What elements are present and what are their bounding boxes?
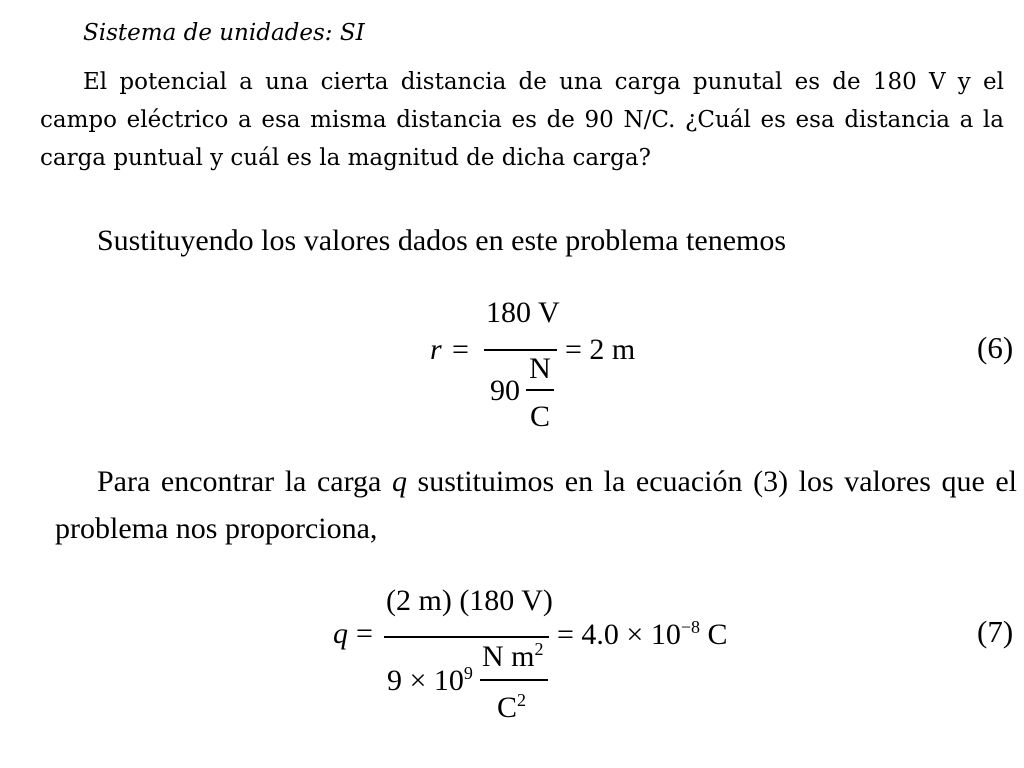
solution-intro: Sustituyendo los valores dados en este problema tenemos — [97, 224, 787, 257]
eq6-lhs-variable: r — [430, 333, 442, 366]
solution-paragraph-2 — [55, 458, 1017, 552]
para2-text-before: Para encontrar la carga — [97, 465, 392, 498]
eq7-denominator-base: 9 × 10 — [387, 664, 464, 697]
eq7-denominator-exponent: 9 — [463, 663, 473, 683]
eq7-denominator-coefficient — [387, 663, 473, 698]
eq6-inner-denominator: C — [529, 400, 550, 433]
eq7-inner-numerator-base: N m — [482, 640, 535, 673]
eq7-result-unit: C — [700, 618, 728, 651]
eq6-inner-numerator: N — [529, 352, 551, 385]
eq7-numerator: (2 m) (180 V) — [386, 584, 553, 617]
eq6-inner-fraction-bar — [526, 389, 554, 391]
eq7-inner-numerator-exponent: 2 — [534, 639, 544, 659]
para2-text-after: sustituimos en la ecuación (3) los valores que el problema nos proporciona, — [55, 465, 1017, 545]
eq7-equals-sign: = — [356, 617, 373, 650]
eq7-result-base: = 4.0 × 10 — [557, 618, 681, 651]
eq6-fraction-bar — [484, 349, 557, 351]
eq7-inner-denominator — [497, 690, 526, 725]
problem-statement: El potencial a una cierta distancia de una carga punutal es de 180 V y el campo eléctrico a esa misma distancia es de 90 N/C. ¿Cuál es esa distancia a la carga puntual y cuál es la magnitud de dicha carga? — [40, 69, 1004, 171]
system-of-units-heading: Sistema de unidades: SI — [83, 20, 365, 46]
eq6-equals-sign: = — [452, 333, 469, 366]
para2-variable-q: q — [391, 465, 407, 498]
eq6-numerator: 180 V — [486, 296, 560, 329]
eq7-number: (7) — [977, 614, 1014, 649]
eq7-lhs-variable: q — [333, 617, 348, 650]
eq6-result: = 2 m — [565, 333, 636, 366]
eq7-fraction-bar — [384, 636, 549, 638]
eq6-denominator-coefficient: 90 — [490, 374, 520, 407]
eq7-inner-fraction-bar — [480, 679, 548, 681]
eq7-inner-numerator — [482, 639, 544, 674]
eq7-inner-denominator-exponent: 2 — [517, 690, 527, 710]
eq7-result-exponent: −8 — [680, 617, 700, 637]
eq7-result — [557, 617, 728, 652]
eq7-inner-denominator-base: C — [497, 691, 518, 724]
eq6-number: (6) — [977, 330, 1014, 365]
